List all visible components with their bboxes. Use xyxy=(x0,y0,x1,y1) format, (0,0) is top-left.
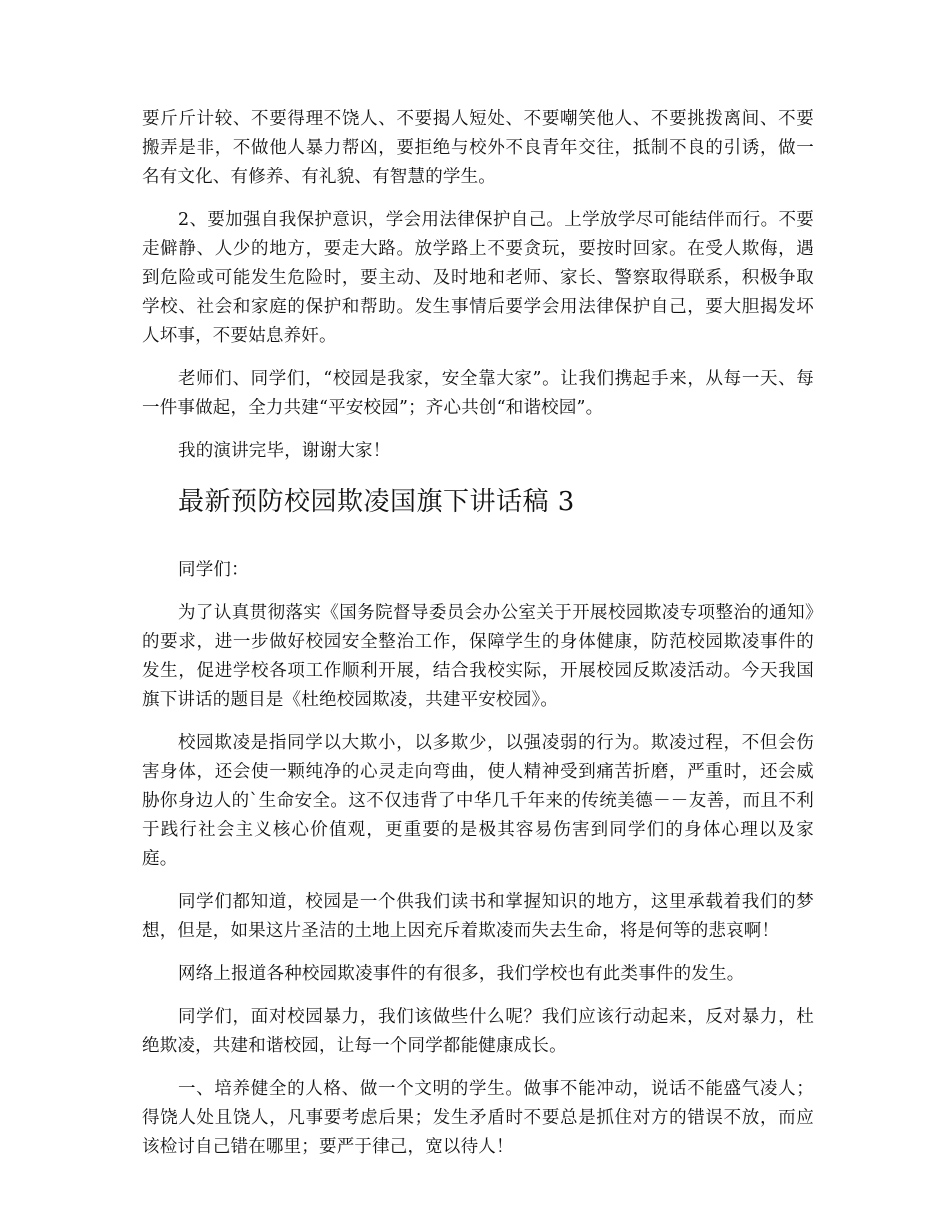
paragraph-point-one: 一、培养健全的人格、做一个文明的学生。做事不能冲动，说话不能盛气凌人；得饶人处且饶人，凡事要考虑后果；发生矛盾时不要总是抓住对方的错误不放，而应该检讨自己错在哪里；要严于律己，宽以待人！ xyxy=(142,1079,814,1157)
paragraph-news: 网络上报道各种校园欺凌事件的有很多，我们学校也有此类事件的发生。 xyxy=(178,964,745,984)
paragraph-definition: 校园欺凌是指同学以大欺小，以多欺少，以强凌弱的行为。欺凌过程，不但会伤害身体，还会使一颗纯净的心灵走向弯曲，使人精神受到痛苦折磨，严重时，还会威胁你身边人的`生命安全。这不仅违背了中华几千年来的传统美德－－友善，而且不利于践行社会主义核心价值观，更重要的是极其容易伤害到同学们的身体心理以及家庭。 xyxy=(142,733,814,869)
paragraph-continuation: 要斤斤计较、不要得理不饶人、不要揭人短处、不要嘲笑他人、不要挑拨离间、不要搬弄是非，不做他人暴力帮凶，要拒绝与校外不良青年交往，抵制不良的引诱，做一名有文化、有修养、有礼貌、有智慧的学生。 xyxy=(142,109,814,187)
paragraph-self-protection: 2、要加强自我保护意识，学会用法律保护自己。上学放学尽可能结伴而行。不要走僻静、人少的地方，要走大路。放学路上不要贪玩，要按时回家。在受人欺侮，遇到危险或可能发生危险时，要主动、及时地和老师、家长、警察取得联系，积极争取学校、社会和家庭的保护和帮助。发生事情后要学会用法律保护自己，要大胆揭发坏人坏事，不要姑息养奸。 xyxy=(142,210,814,346)
document-page xyxy=(142,105,814,1162)
paragraph-salutation: 同学们： xyxy=(178,560,249,580)
paragraph-call-to-action: 老师们、同学们，“校园是我家，安全靠大家”。让我们携起手来，从每一天、每一件事做起，全力共建“平安校园”；齐心共创“和谐校园”。 xyxy=(142,369,814,418)
paragraph-campus: 同学们都知道，校园是一个供我们读书和掌握知识的地方，这里承载着我们的梦想，但是，如果这片圣洁的土地上因充斥着欺凌而失去生命，将是何等的悲哀啊！ xyxy=(142,892,814,941)
paragraph-introduction: 为了认真贯彻落实《国务院督导委员会办公室关于开展校园欺凌专项整治的通知》的要求，进一步做好校园安全整治工作，保障学生的身体健康，防范校园欺凌事件的发生，促进学校各项工作顺利开展，结合我校实际，开展校园反欺凌活动。今天我国旗下讲话的题目是《杜绝校园欺凌，共建平安校园》。 xyxy=(142,603,814,710)
paragraph-closing: 我的演讲完毕，谢谢大家！ xyxy=(178,441,391,461)
section-heading: 最新预防校园欺凌国旗下讲话稿 3 xyxy=(178,487,575,517)
paragraph-question: 同学们，面对校园暴力，我们该做些什么呢？我们应该行动起来，反对暴力，杜绝欺凌，共建和谐校园，让每一个同学都能健康成长。 xyxy=(142,1007,814,1056)
